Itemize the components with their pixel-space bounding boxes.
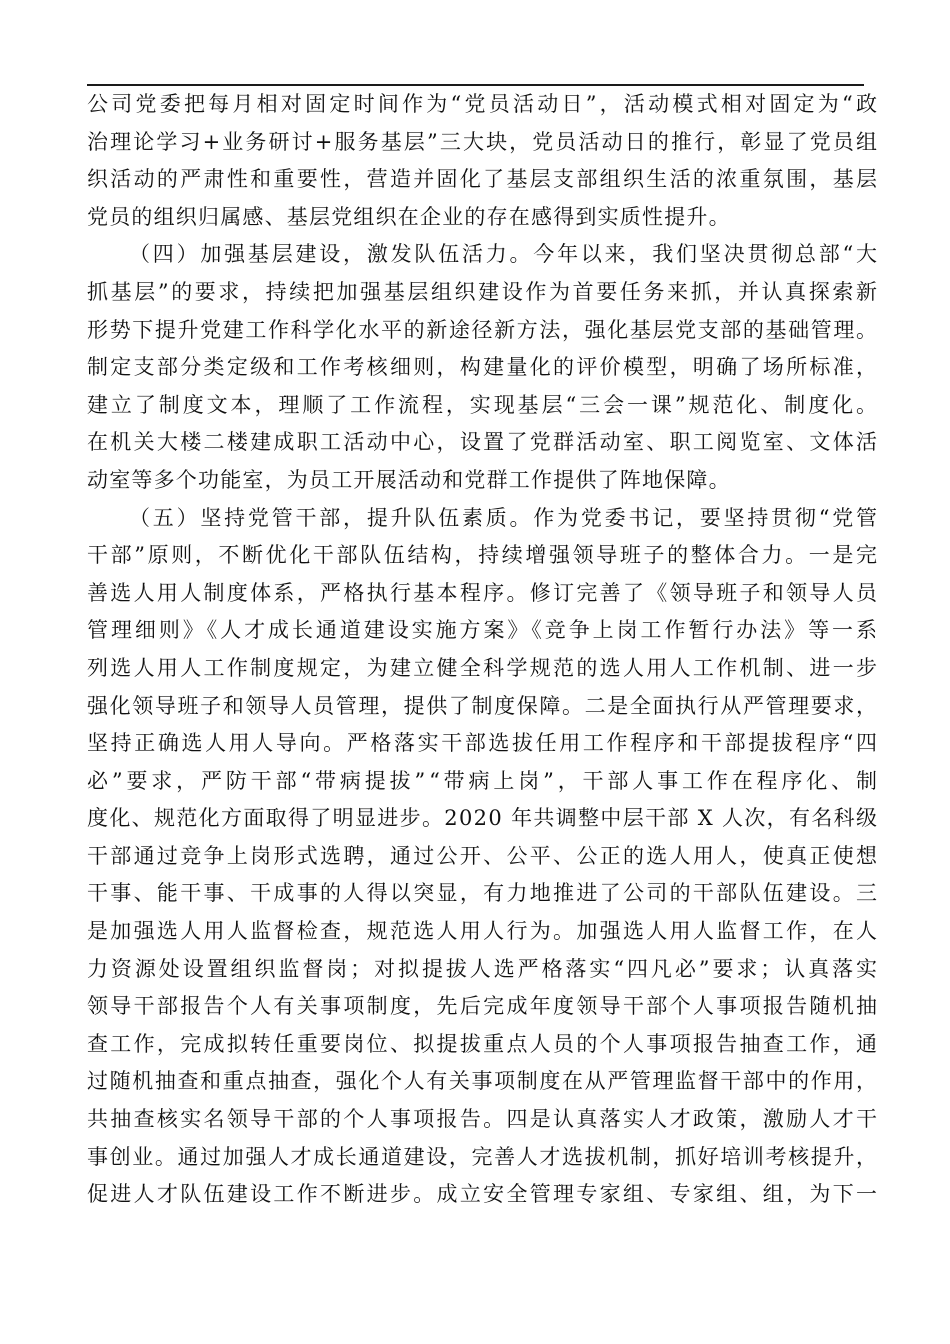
paragraph-first-line: （五）坚持党管干部，提升队伍素质。作为党委书记，要坚持贯彻“党管: [129, 505, 880, 530]
text-line: 必”要求，严防干部“带病提拔”“带病上岗”，干部人事工作在程序化、制: [87, 768, 881, 793]
text-line: 干部”原则，不断优化干部队伍结构，持续增强领导班子的整体合力。一是完: [87, 543, 880, 568]
text-line: 公司党委把每月相对固定时间作为“党员活动日”，活动模式相对固定为“政: [87, 92, 881, 116]
text-line: 查工作，完成拟转任重要岗位、拟提拔重点人员的个人事项报告抽查工作，通: [87, 1031, 880, 1056]
text-line: 干事、能干事、干成事的人得以突显，有力地推进了公司的干部队伍建设。三: [87, 881, 880, 906]
text-line: 在机关大楼二楼建成职工活动中心，设置了党群活动室、职工阅览室、文体活: [87, 430, 880, 455]
text-line: 抓基层”的要求，持续把加强基层组织建设作为首要任务来抓，并认真探索新: [87, 279, 880, 304]
text-line: 力资源处设置组织监督岗；对拟提拔人选严格落实“四凡必”要求；认真落实: [87, 956, 880, 981]
text-line: 强化领导班子和领导人员管理，提供了制度保障。二是全面执行从严管理要求，: [87, 693, 879, 718]
paragraph-first-line: （四）加强基层建设，激发队伍活力。今年以来，我们坚决贯彻总部“大: [129, 242, 880, 267]
text-line: 度化、规范化方面取得了明显进步。2020 年共调整中层干部 X 人次，有名科级: [87, 806, 879, 831]
text-line: 党员的组织归属感、基层党组织在企业的存在感得到实质性提升。: [87, 204, 731, 229]
text-line: 是加强选人用人监督检查，规范选人用人行为。加强选人用人监督工作，在人: [87, 919, 880, 944]
text-line: 治理论学习+业务研讨+服务基层”三大块，党员活动日的推行，彰显了党员组: [87, 129, 880, 154]
text-line: 坚持正确选人用人导向。严格落实干部选拔任用工作程序和干部提拔程序“四: [87, 731, 880, 756]
text-line: 制定支部分类定级和工作考核细则，构建量化的评价模型，明确了场所标准，: [87, 355, 880, 380]
text-line: 动室等多个功能室，为员工开展活动和党群工作提供了阵地保障。: [87, 467, 731, 492]
text-line: 织活动的严肃性和重要性，营造并固化了基层支部组织生活的浓重氛围，基层: [87, 167, 880, 192]
text-line: 建立了制度文本，理顺了工作流程，实现基层“三会一课”规范化、制度化。: [87, 392, 880, 417]
text-line: 促进人才队伍建设工作不断进步。成立安全管理专家组、专家组、组，为下一: [87, 1182, 880, 1207]
text-line: 共抽查核实名领导干部的个人事项报告。四是认真落实人才政策，激励人才干: [87, 1107, 880, 1132]
text-line: 形势下提升党建工作科学化水平的新途径新方法，强化基层党支部的基础管理。: [87, 317, 879, 342]
text-line: 事创业。通过加强人才成长通道建设，完善人才选拔机制，抓好培训考核提升，: [87, 1144, 879, 1169]
document-body: [87, 86, 881, 1214]
text-line: 领导干部报告个人有关事项制度，先后完成年度领导干部个人事项报告随机抽: [87, 994, 880, 1019]
text-line: 管理细则》《人才成长通道建设实施方案》《竞争上岗工作暂行办法》等一系: [87, 618, 880, 643]
text-line: 善选人用人制度体系，严格执行基本程序。修订完善了《领导班子和领导人员: [87, 580, 880, 605]
text-line: 过随机抽查和重点抽查，强化个人有关事项制度在从严管理监督干部中的作用，: [87, 1069, 879, 1094]
text-line: 干部通过竞争上岗形式选聘，通过公开、公平、公正的选人用人，使真正使想: [87, 843, 880, 868]
text-line: 列选人用人工作制度规定，为建立健全科学规范的选人用人工作机制、进一步: [87, 655, 880, 680]
